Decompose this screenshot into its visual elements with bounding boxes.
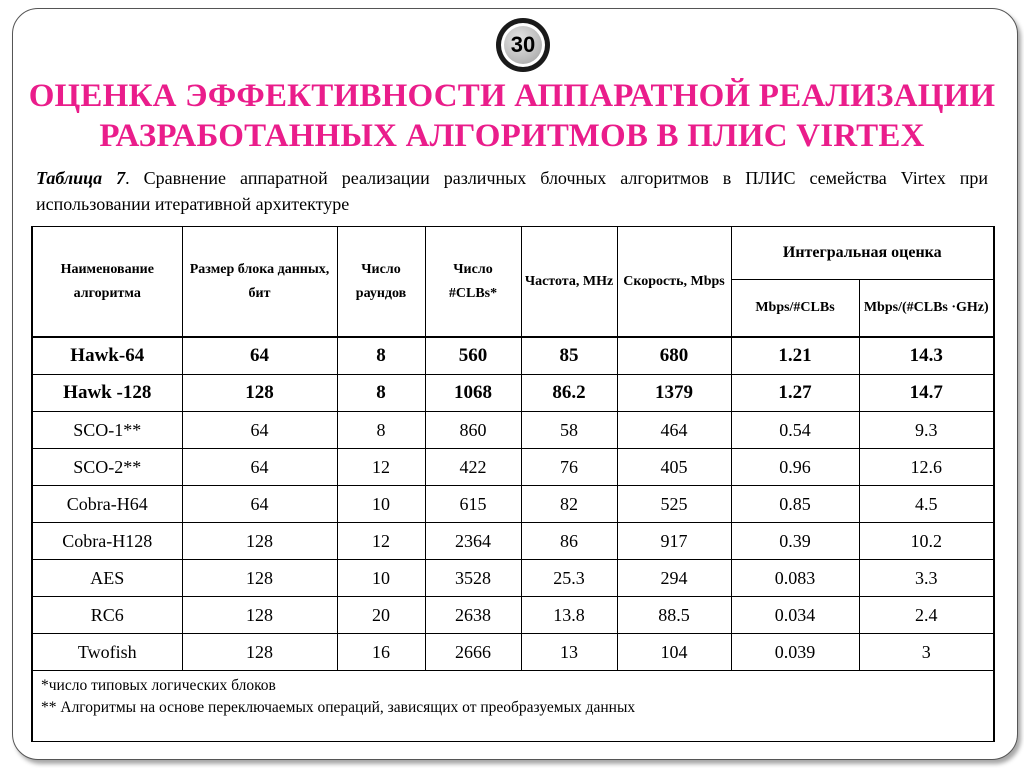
cell-mbps-per-clbs-ghz: 12.6 <box>859 449 994 486</box>
cell-speed: 405 <box>617 449 731 486</box>
cell-name: Cobra-H64 <box>32 486 182 523</box>
table-row <box>32 486 994 523</box>
cell-block: 128 <box>182 523 337 560</box>
cell-block: 128 <box>182 634 337 671</box>
cell-block: 64 <box>182 412 337 449</box>
cell-mbps-per-clbs: 0.39 <box>731 523 859 560</box>
cell-frequency: 13.8 <box>521 597 617 634</box>
cell-mbps-per-clbs: 0.54 <box>731 412 859 449</box>
header-mbps-per-clbs: Mbps/#CLBs <box>731 280 859 338</box>
cell-mbps-per-clbs-ghz: 4.5 <box>859 486 994 523</box>
cell-frequency: 82 <box>521 486 617 523</box>
cell-rounds: 10 <box>337 560 425 597</box>
cell-speed: 294 <box>617 560 731 597</box>
cell-mbps-per-clbs: 0.85 <box>731 486 859 523</box>
cell-clbs: 2638 <box>425 597 521 634</box>
cell-speed: 1379 <box>617 375 731 412</box>
cell-clbs: 615 <box>425 486 521 523</box>
cell-name: AES <box>32 560 182 597</box>
table-caption <box>36 165 988 217</box>
table-caption-text: . Сравнение аппаратной реализации различных блочных алгоритмов в ПЛИС семейства Virtex при использовании итеративной архитектуре <box>36 168 988 214</box>
slide-number-badge <box>496 18 550 72</box>
cell-mbps-per-clbs: 1.27 <box>731 375 859 412</box>
cell-clbs: 3528 <box>425 560 521 597</box>
cell-speed: 464 <box>617 412 731 449</box>
comparison-table <box>31 226 995 742</box>
cell-rounds: 10 <box>337 486 425 523</box>
cell-mbps-per-clbs-ghz: 9.3 <box>859 412 994 449</box>
cell-frequency: 13 <box>521 634 617 671</box>
table-notes-row <box>32 671 994 742</box>
cell-block: 64 <box>182 449 337 486</box>
cell-speed: 917 <box>617 523 731 560</box>
header-block-size: Размер блока данных, бит <box>182 227 337 338</box>
cell-rounds: 16 <box>337 634 425 671</box>
cell-block: 64 <box>182 337 337 375</box>
footnote-clbs: *число типовых логических блоков <box>41 677 276 694</box>
cell-block: 64 <box>182 486 337 523</box>
cell-frequency: 76 <box>521 449 617 486</box>
cell-name: Hawk-64 <box>32 337 182 375</box>
cell-name: RC6 <box>32 597 182 634</box>
cell-mbps-per-clbs-ghz: 14.3 <box>859 337 994 375</box>
cell-speed: 88.5 <box>617 597 731 634</box>
cell-frequency: 86.2 <box>521 375 617 412</box>
table-notes <box>32 671 994 742</box>
table-row <box>32 412 994 449</box>
table-row <box>32 523 994 560</box>
cell-frequency: 86 <box>521 523 617 560</box>
cell-frequency: 58 <box>521 412 617 449</box>
cell-clbs: 1068 <box>425 375 521 412</box>
cell-block: 128 <box>182 375 337 412</box>
header-clbs: Число #CLBs* <box>425 227 521 338</box>
table-row <box>32 449 994 486</box>
cell-mbps-per-clbs-ghz: 10.2 <box>859 523 994 560</box>
header-rounds: Число раундов <box>337 227 425 338</box>
slide-number-ring <box>501 23 545 67</box>
cell-clbs: 2666 <box>425 634 521 671</box>
table-row <box>32 375 994 412</box>
cell-mbps-per-clbs: 0.96 <box>731 449 859 486</box>
footnote-algorithms: ** Алгоритмы на основе переключаемых операций, зависящих от преобразуемых данных <box>41 699 636 716</box>
cell-mbps-per-clbs: 1.21 <box>731 337 859 375</box>
table-row <box>32 634 994 671</box>
cell-mbps-per-clbs: 0.034 <box>731 597 859 634</box>
cell-mbps-per-clbs-ghz: 3 <box>859 634 994 671</box>
cell-rounds: 12 <box>337 449 425 486</box>
cell-block: 128 <box>182 560 337 597</box>
header-speed: Скорость, Mbps <box>617 227 731 338</box>
cell-name: Hawk -128 <box>32 375 182 412</box>
cell-frequency: 85 <box>521 337 617 375</box>
cell-mbps-per-clbs: 0.039 <box>731 634 859 671</box>
cell-mbps-per-clbs-ghz: 14.7 <box>859 375 994 412</box>
cell-clbs: 2364 <box>425 523 521 560</box>
cell-name: SCO-1** <box>32 412 182 449</box>
cell-rounds: 12 <box>337 523 425 560</box>
cell-mbps-per-clbs-ghz: 3.3 <box>859 560 994 597</box>
header-mbps-per-clbs-ghz: Mbps/(#CLBs ·GHz) <box>859 280 994 338</box>
cell-mbps-per-clbs-ghz: 2.4 <box>859 597 994 634</box>
cell-rounds: 20 <box>337 597 425 634</box>
cell-speed: 525 <box>617 486 731 523</box>
cell-frequency: 25.3 <box>521 560 617 597</box>
header-name: Наименование алгоритма <box>32 227 182 338</box>
cell-rounds: 8 <box>337 337 425 375</box>
header-integral: Интегральная оценка <box>731 227 994 280</box>
cell-rounds: 8 <box>337 375 425 412</box>
table-row <box>32 560 994 597</box>
slide-title-line-2: РАЗРАБОТАННЫХ АЛГОРИТМОВ В ПЛИС VIRTEX <box>99 118 925 154</box>
cell-name: Cobra-H128 <box>32 523 182 560</box>
cell-clbs: 560 <box>425 337 521 375</box>
cell-speed: 680 <box>617 337 731 375</box>
cell-name: Twofish <box>32 634 182 671</box>
slide-number: 30 <box>504 26 542 64</box>
cell-mbps-per-clbs: 0.083 <box>731 560 859 597</box>
cell-block: 128 <box>182 597 337 634</box>
table-header-row <box>32 227 994 280</box>
cell-clbs: 422 <box>425 449 521 486</box>
cell-speed: 104 <box>617 634 731 671</box>
slide-title-line-1: ОЦЕНКА ЭФФЕКТИВНОСТИ АППАРАТНОЙ РЕАЛИЗАЦИИ <box>28 78 996 114</box>
cell-rounds: 8 <box>337 412 425 449</box>
header-frequency: Частота, MHz <box>521 227 617 338</box>
slide-title <box>0 76 1024 156</box>
table-row <box>32 337 994 375</box>
cell-name: SCO-2** <box>32 449 182 486</box>
table-caption-lead: Таблица 7 <box>36 168 126 188</box>
cell-clbs: 860 <box>425 412 521 449</box>
table-row <box>32 597 994 634</box>
